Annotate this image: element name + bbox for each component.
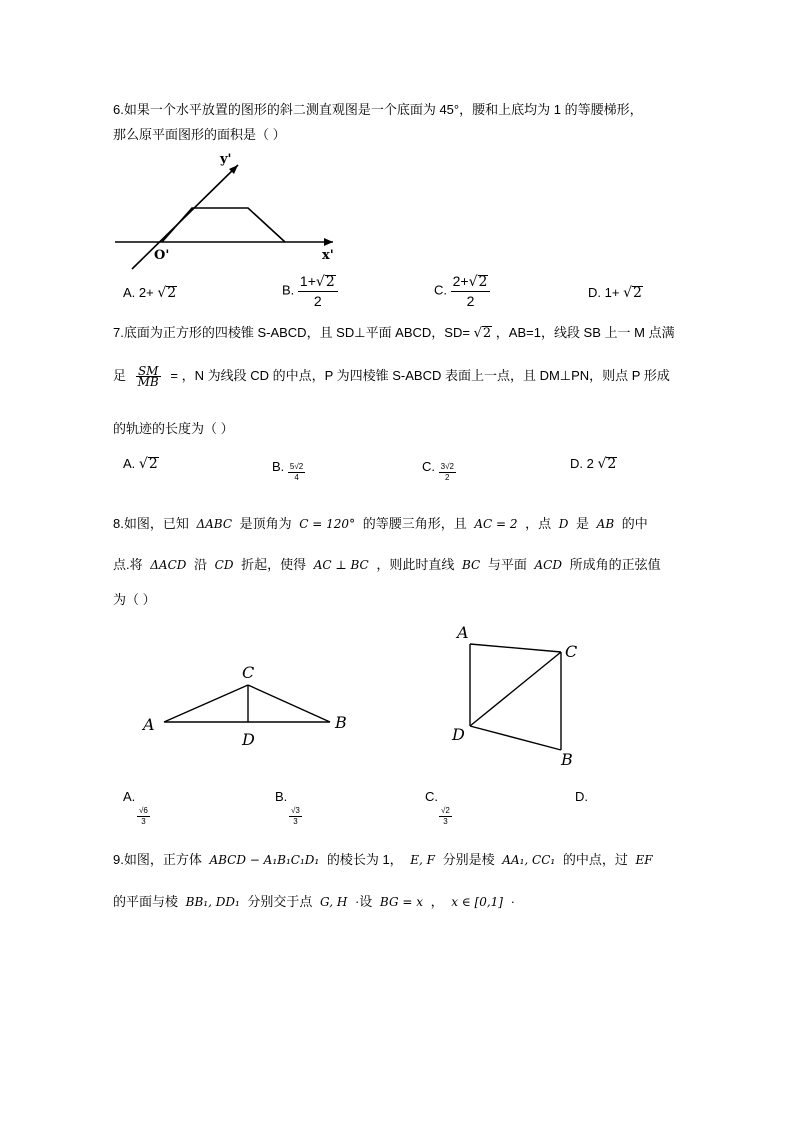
q8-folded-figure [448, 622, 588, 772]
fig1-label-a: A [143, 715, 155, 734]
q6-option-c: C. $\frac{2+√2}{2}$ [434, 272, 490, 310]
q7-option-b: B. $\frac{5√2}{4}$ [272, 458, 304, 482]
origin-label: O' [154, 248, 170, 263]
y-axis-label: y' [220, 152, 232, 167]
q9-line-2: 的平面与棱 BB₁, DD₁ 分别交于点 G, H ·设 BG = x ， x ∈ [0,1] · [113, 894, 515, 909]
q8-option-a: A. $\frac{√6}{3}$ [123, 789, 148, 826]
q7-option-a: A. √2 [123, 456, 158, 472]
q6-option-d: D. 1+ √2 [588, 285, 642, 301]
fig2-label-a: A [457, 623, 469, 642]
fig2-label-c: C [565, 642, 578, 661]
fig1-label-b: B [335, 713, 347, 732]
fig1-label-c: C [242, 663, 255, 682]
q7-line-3: 的轨迹的长度为（ ） [113, 421, 234, 436]
q6-option-a: A. 2+ √2 [123, 285, 177, 301]
q7-line-2: 足 $\frac{SM}{MB}$ = ，N 为线段 CD 的中点，P 为四棱锥 S-ABCD 表面上一点，且 DM⊥PN，则点 P 形成 [113, 364, 670, 389]
q8-line-3: 为（ ） [113, 592, 156, 607]
q6-option-b: B. $\frac{1+√2}{2}$ [282, 272, 338, 310]
fig2-label-b: B [561, 750, 573, 769]
q6-oblique-figure [110, 148, 350, 273]
q6-line-2: 那么原平面图形的面积是（ ） [113, 127, 286, 142]
fig2-label-d: D [452, 725, 465, 744]
q8-line-2: 点.将 ΔACD 沿 CD 折起，使得 AC ⊥ BC ，则此时直线 BC 与平面 ACD 所成角的正弦值 [113, 557, 661, 572]
q8-option-d: D. [575, 789, 588, 804]
q8-option-c: C. $\frac{√2}{3}$ [425, 789, 450, 826]
q7-line-1: 7.底面为正方形的四棱锥 S-ABCD，且 SD⊥平面 ABCD，SD= √2 ，AB=1，线段 SB 上一 M 点满 [113, 325, 675, 341]
q7-option-d: D. 2 √2 [570, 456, 617, 472]
q8-option-b: B. $\frac{√3}{3}$ [275, 789, 300, 826]
q9-line-1: 9.如图，正方体 ABCD − A₁B₁C₁D₁ 的棱长为 1， E, F 分别是棱 AA₁, CC₁ 的中点，过 EF [113, 852, 653, 867]
q8-line-1: 8.如图，已知 ΔABC 是顶角为 C = 120° 的等腰三角形，且 AC = 2 ，点 D 是 AB 的中 [113, 516, 648, 531]
q7-option-c: C. $\frac{3√2}{2}$ [422, 458, 454, 482]
q8-triangle-figure [140, 655, 360, 750]
fig1-label-d: D [242, 730, 255, 749]
q6-line-1: 6.如果一个水平放置的图形的斜二测直观图是一个底面为 45°，腰和上底均为 1 的等腰梯形， [113, 102, 643, 117]
x-axis-label: x' [322, 248, 334, 263]
